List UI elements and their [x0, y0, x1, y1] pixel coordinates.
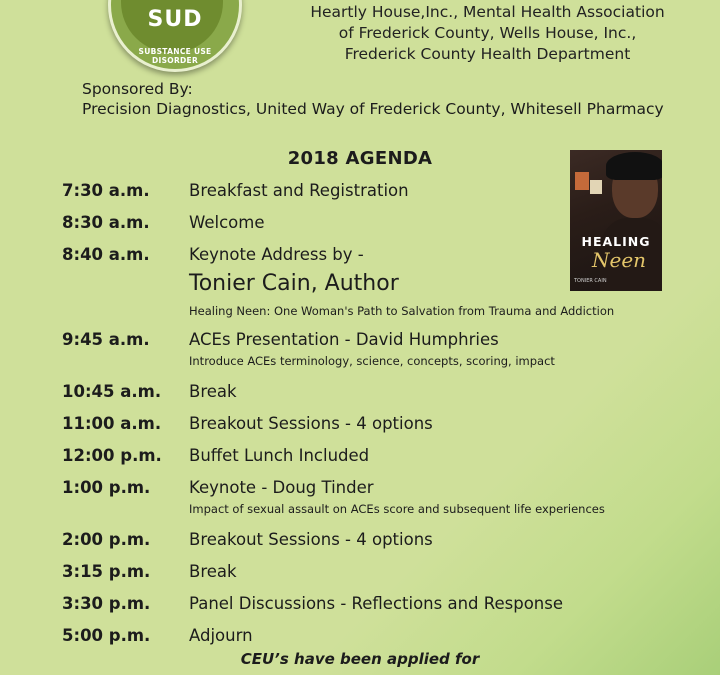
agenda-time: 7:30 a.m. [62, 181, 150, 200]
book-title-script: Neen [592, 248, 647, 272]
agenda-time: 1:00 p.m. [62, 478, 151, 497]
agenda-time: 11:00 a.m. [62, 414, 162, 433]
agenda-title-text: Adjourn [189, 626, 253, 645]
agenda-title-text: Welcome [189, 213, 265, 232]
agenda-time: 9:45 a.m. [62, 330, 150, 349]
agenda-time: 3:30 p.m. [62, 594, 151, 613]
agenda-time: 5:00 p.m. [62, 626, 151, 645]
agenda-time: 10:45 a.m. [62, 382, 162, 401]
book-cover-image [570, 150, 662, 291]
agenda-title-text: Keynote Address by - [189, 245, 364, 264]
partner-line: Frederick County Health Department [344, 45, 631, 63]
book-title: HEALING [581, 234, 651, 249]
agenda-time: 8:40 a.m. [62, 245, 150, 264]
keynote-speaker: Tonier Cain, Author [189, 271, 399, 296]
agenda-time: 3:15 p.m. [62, 562, 151, 581]
sponsored-by-label: Sponsored By: [82, 80, 193, 98]
book-author: TONIER CAIN [574, 278, 607, 284]
agenda-title-text: Break [189, 562, 237, 581]
agenda-subtitle: Introduce ACEs terminology, science, concepts, scoring, impact [189, 354, 555, 368]
ceu-note: CEU’s have been applied for [240, 650, 480, 668]
book-inset-photo [575, 172, 589, 190]
agenda-title-text: Breakfast and Registration [189, 181, 409, 200]
agenda-title-text: Keynote - Doug Tinder [189, 478, 374, 497]
sud-logo [108, 0, 242, 72]
agenda-time: 2:00 p.m. [62, 530, 151, 549]
agenda-time: 12:00 p.m. [62, 446, 162, 465]
logo-sub-text: SUBSTANCE USE DISORDER [138, 47, 212, 65]
agenda-subtitle: Impact of sexual assault on ACEs score and subsequent life experiences [189, 502, 605, 516]
agenda-subtitle: Healing Neen: One Woman's Path to Salvation from Trauma and Addiction [189, 304, 615, 318]
agenda-title-text: Panel Discussions - Reflections and Response [189, 594, 564, 613]
logo-main-text: SUD [147, 7, 203, 32]
book-inset-photo [590, 180, 602, 194]
book-portrait-hair [606, 152, 662, 180]
agenda-title-text: Breakout Sessions - 4 options [189, 530, 433, 549]
agenda-title-text: ACEs Presentation - David Humphries [189, 330, 499, 349]
partner-line: Heartly House,Inc., Mental Health Association [310, 3, 665, 21]
agenda-title-text: Buffet Lunch Included [189, 446, 370, 465]
sponsor-list: Precision Diagnostics, United Way of Frederick County, Whitesell Pharmacy [82, 100, 664, 118]
partner-line: of Frederick County, Wells House, Inc., [338, 24, 637, 42]
agenda-title-text: Breakout Sessions - 4 options [189, 414, 433, 433]
agenda-time: 8:30 a.m. [62, 213, 150, 232]
partner-organizations [300, 2, 675, 65]
agenda-title: 2018 AGENDA [287, 148, 433, 169]
agenda-title-text: Break [189, 382, 237, 401]
